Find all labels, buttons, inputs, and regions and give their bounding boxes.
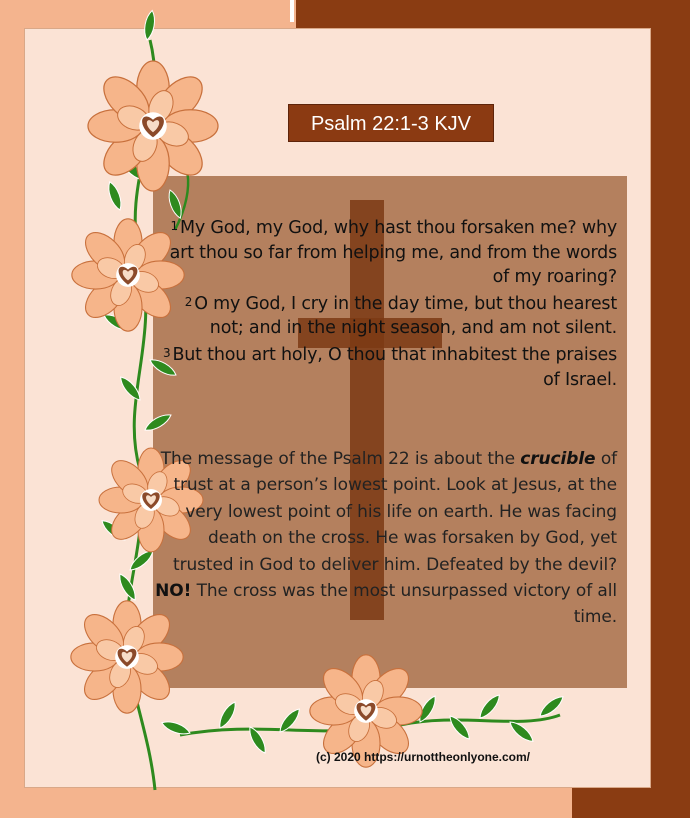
flower-icon	[88, 61, 218, 191]
verse-2	[150, 290, 617, 341]
scripture-verses	[150, 214, 617, 392]
verse-number: 3	[163, 345, 171, 360]
message-strong: NO!	[155, 581, 192, 602]
message-text: The message of the Psalm 22 is about the	[160, 449, 515, 469]
verse-text: My God, my God, why hast thou forsaken me? why art thou so far from helping me, and from the words of my roaring?	[169, 218, 617, 288]
copyright-footer: (c) 2020 https://urnottheonlyone.com/	[316, 750, 531, 764]
devotional-message	[150, 446, 617, 631]
message-text: of trust at a person’s lowest point. Look at Jesus, at the very lowest point of his life on earth. He was facing death on the cross. He was forsaken by God, yet trusted in God to deliver him. Defeated by the devil?	[173, 449, 617, 575]
message-emphasis: crucible	[520, 449, 596, 469]
verse-number: 2	[184, 294, 193, 309]
verse-3	[150, 341, 617, 392]
verse-text: But thou art holy, O thou that inhabitest the praises of Israel.	[172, 344, 617, 390]
verse-1	[150, 214, 617, 290]
message-text: The cross was the most unsurpassed victory of all time.	[196, 581, 617, 628]
title-badge: Psalm 22:1-3 KJV	[288, 104, 494, 142]
verse-number: 1	[170, 219, 178, 233]
verse-text: O my God, I cry in the day time, but thou hearest not; and in the night season, and am not silent.	[194, 293, 617, 339]
